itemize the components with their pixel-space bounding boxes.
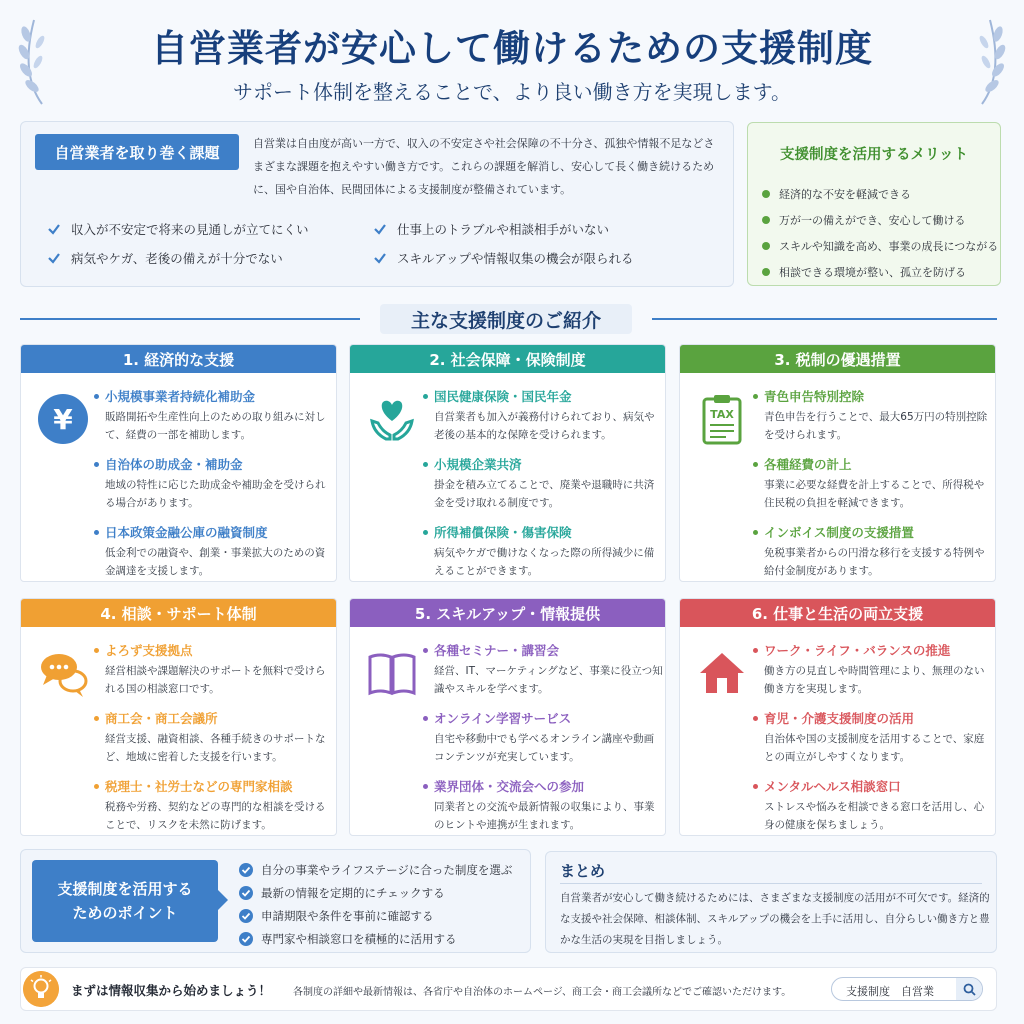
support-item-desc: 事業に必要な経費を計上することで、所得税や住民税の負担を軽減できます。 — [764, 479, 985, 509]
chat-bubbles-icon — [35, 645, 91, 701]
support-item-title — [753, 777, 993, 795]
support-card — [679, 344, 996, 582]
support-item-title — [94, 641, 334, 659]
support-item — [753, 455, 993, 512]
support-item-title-text: 業界団体・交流会への参加 — [434, 779, 585, 794]
support-item-title — [94, 777, 334, 795]
bullet-dot — [94, 530, 99, 535]
support-item-title — [753, 455, 993, 473]
support-item-desc: 掛金を積み立てることで、廃業や退職時に共済金を受け取れる制度です。 — [434, 479, 655, 509]
summary-divider — [560, 883, 982, 884]
check-icon — [373, 251, 387, 265]
issue-label: スキルアップや情報収集の機会が限られる — [397, 251, 634, 266]
support-item-title-text: オンライン学習サービス — [434, 711, 572, 726]
support-item-title — [94, 387, 334, 405]
support-item-title-text: 商工会・商工会議所 — [105, 711, 218, 726]
merit-label: 万が一の備えができ、安心して働ける — [779, 214, 966, 227]
point-item — [239, 927, 512, 950]
bullet-dot — [423, 462, 428, 467]
support-item-title — [94, 455, 334, 473]
point-item — [239, 881, 512, 904]
bullet-dot — [762, 216, 770, 224]
support-item-title — [423, 523, 663, 541]
check-circle-icon — [239, 886, 253, 900]
support-item-title-text: 各種セミナー・講習会 — [434, 643, 560, 658]
footer-note: 各制度の詳細や最新情報は、各省庁や自治体のホームページ、商工会・商工会議所などでご確認いただけます。 — [293, 987, 792, 998]
merit-item — [762, 181, 998, 207]
issue-label: 仕事上のトラブルや相談相手がいない — [397, 222, 610, 237]
support-item-title — [423, 709, 663, 727]
svg-text:TAX: TAX — [710, 408, 734, 421]
issues-tag: 自営業者を取り巻く課題 — [35, 134, 239, 170]
support-item-title — [423, 641, 663, 659]
support-item-title — [94, 523, 334, 541]
support-item — [94, 709, 334, 766]
heart-hands-icon — [364, 391, 420, 447]
point-label: 自分の事業やライフステージに合った制度を選ぶ — [261, 862, 513, 877]
support-item — [753, 777, 993, 834]
check-icon — [47, 222, 61, 236]
support-item-desc: 経営相談や課題解決のサポートを無料で受けられる国の相談窓口です。 — [105, 665, 326, 695]
page-subtitle: サポート体制を整えることで、より良い働き方を実現します。 — [233, 80, 791, 104]
house-icon — [694, 645, 750, 701]
support-item-title — [94, 709, 334, 727]
merit-panel — [747, 122, 1001, 286]
support-card — [20, 344, 337, 582]
merit-title: 支援制度を活用するメリット — [780, 147, 968, 163]
merit-item — [762, 233, 998, 259]
check-circle-icon — [239, 863, 253, 877]
card-header: 6. 仕事と生活の両立支援 — [680, 599, 995, 627]
issue-item — [373, 220, 609, 238]
support-item-desc: 働き方の見直しや時間管理により、無理のない働き方を実現します。 — [764, 665, 985, 695]
bullet-dot — [423, 716, 428, 721]
bullet-dot — [94, 462, 99, 467]
support-item-desc: 地域の特性に応じた助成金や補助金を受けられる場合があります。 — [105, 479, 326, 509]
support-item-desc: 病気やケガで働けなくなった際の所得減少に備えることができます。 — [434, 547, 655, 577]
lightbulb-icon — [23, 971, 59, 1007]
support-item-title-text: 税理士・社労士などの専門家相談 — [105, 779, 293, 794]
support-item-title-text: 自治体の助成金・補助金 — [105, 457, 243, 472]
check-circle-icon — [239, 932, 253, 946]
support-card — [349, 598, 666, 836]
bullet-dot — [94, 716, 99, 721]
support-item — [94, 455, 334, 512]
support-item-title-text: よろず支援拠点 — [105, 643, 193, 658]
support-item-desc: ストレスや悩みを相談できる窓口を活用し、心身の健康を保ちましょう。 — [764, 801, 985, 831]
support-item-desc: 販路開拓や生産性向上のための取り組みに対して、経費の一部を補助します。 — [105, 411, 326, 441]
support-item-title-text: 国民健康保険・国民年金 — [434, 389, 572, 404]
support-item — [753, 523, 993, 580]
card-header: 1. 経済的な支援 — [21, 345, 336, 373]
search-input[interactable]: 支援制度 自営業 — [846, 985, 934, 998]
bullet-dot — [753, 648, 758, 653]
merit-item — [762, 207, 998, 233]
open-book-icon — [364, 645, 420, 701]
support-item-desc: 経営支援、融資相談、各種手続きのサポートなど、地域に密着した支援を行います。 — [105, 733, 326, 763]
section-divider-left — [20, 318, 360, 320]
bullet-dot — [94, 648, 99, 653]
support-item — [423, 709, 663, 766]
yen-icon — [35, 391, 91, 447]
bullet-dot — [423, 394, 428, 399]
bullet-dot — [423, 648, 428, 653]
support-item-title — [423, 387, 663, 405]
page-title: 自営業者が安心して働けるための支援制度 — [151, 27, 873, 70]
support-card — [349, 344, 666, 582]
support-item — [753, 387, 993, 444]
support-item-desc: 免税事業者からの円滑な移行を支援する特例や給付金制度があります。 — [764, 547, 985, 577]
card-header: 3. 税制の優遇措置 — [680, 345, 995, 373]
support-item-title-text: 小規模事業者持続化補助金 — [105, 389, 256, 404]
support-item-title — [753, 641, 993, 659]
issue-item — [47, 220, 309, 238]
support-item — [423, 387, 663, 444]
merit-item — [762, 259, 998, 285]
support-item — [753, 709, 993, 766]
merit-label: スキルや知識を高め、事業の成長につながる — [779, 240, 999, 253]
support-item-desc: 経営、IT、マーケティングなど、事業に役立つ知識やスキルを学べます。 — [434, 665, 663, 695]
support-item-title-text: ワーク・ライフ・バランスの推進 — [764, 643, 951, 658]
section-title: 主な支援制度のご紹介 — [380, 304, 632, 334]
support-item-desc: 自治体や国の支援制度を活用することで、家庭との両立がしやすくなります。 — [764, 733, 985, 763]
support-item — [423, 641, 663, 698]
bullet-dot — [753, 784, 758, 789]
support-item-desc: 税務や労務、契約などの専門的な相談を受けることで、リスクを未然に防げます。 — [105, 801, 326, 831]
check-icon — [47, 251, 61, 265]
bullet-dot — [423, 530, 428, 535]
merit-label: 相談できる環境が整い、孤立を防げる — [779, 266, 966, 279]
points-tag: 支援制度を活用する ためのポイント — [32, 860, 218, 942]
issues-panel — [20, 121, 734, 287]
search-box[interactable] — [831, 977, 983, 1001]
merit-label: 経済的な不安を軽減できる — [779, 188, 911, 201]
support-item — [753, 641, 993, 698]
card-header: 2. 社会保障・保険制度 — [350, 345, 665, 373]
bullet-dot — [94, 784, 99, 789]
point-item — [239, 858, 512, 881]
issues-description: 自営業は自由度が高い一方で、収入の不安定さや社会保障の不十分さ、孤独や情報不足などさまざまな課題を抱えやすい働き方です。これらの課題を解消し、安心して長く働き続けるために、国や自治体、民間団体による支援制度が整備されています。 — [253, 137, 715, 196]
support-card — [679, 598, 996, 836]
support-item-title — [423, 777, 663, 795]
issue-label: 収入が不安定で将来の見通しが立てにくい — [71, 222, 309, 237]
summary-panel — [545, 851, 997, 953]
support-item — [94, 523, 334, 580]
issue-item — [373, 249, 634, 267]
support-item-title-text: メンタルヘルス相談窓口 — [764, 779, 901, 794]
check-circle-icon — [239, 909, 253, 923]
support-item — [423, 455, 663, 512]
point-label: 申請期限や条件を事前に確認する — [261, 908, 434, 923]
points-panel — [20, 849, 531, 953]
issue-item — [47, 249, 283, 267]
footer-bar — [20, 967, 997, 1011]
support-item-title-text: 所得補償保険・傷害保険 — [434, 525, 572, 540]
support-item-desc: 自宅や移動中でも学べるオンライン講座や動画コンテンツが充実しています。 — [434, 733, 655, 763]
point-label: 最新の情報を定期的にチェックする — [261, 885, 445, 900]
support-item-title-text: 青色申告特別控除 — [764, 389, 865, 404]
support-item-desc: 青色申告を行うことで、最大65万円の特別控除を受けられます。 — [764, 411, 988, 441]
bullet-dot — [753, 530, 758, 535]
support-item-title — [753, 709, 993, 727]
support-item-title-text: インボイス制度の支援措置 — [764, 525, 914, 540]
support-item-title — [753, 523, 993, 541]
support-item-desc: 自営業者も加入が義務付けられており、病気や老後の基本的な保障を受けられます。 — [434, 411, 655, 441]
support-item-title-text: 小規模企業共済 — [434, 457, 522, 472]
section-divider-right — [652, 318, 997, 320]
merit-list — [762, 181, 998, 285]
bullet-dot — [762, 268, 770, 276]
support-item — [94, 777, 334, 834]
bullet-dot — [753, 462, 758, 467]
issue-label: 病気やケガ、老後の備えが十分でない — [71, 251, 283, 266]
bullet-dot — [753, 394, 758, 399]
point-item — [239, 904, 512, 927]
support-item-title-text: 育児・介護支援制度の活用 — [764, 711, 915, 726]
bullet-dot — [753, 716, 758, 721]
search-icon — [963, 983, 976, 996]
support-item-title-text: 各種経費の計上 — [764, 457, 852, 472]
support-item-desc: 低金利での融資や、創業・事業拡大のための資金調達を支援します。 — [105, 547, 326, 577]
bullet-dot — [423, 784, 428, 789]
summary-text: 自営業者が安心して働き続けるためには、さまざまな支援制度の活用が不可欠です。経済的な支援や社会保障、相談体制、スキルアップの機会を上手に活用し、自分らしい働き方と豊かな生活の実現を目指しましょう。 — [560, 892, 990, 946]
bullet-dot — [762, 242, 770, 250]
points-list — [239, 858, 512, 950]
tax-clipboard-icon — [694, 391, 750, 447]
support-card — [20, 598, 337, 836]
support-item — [94, 641, 334, 698]
bullet-dot — [762, 190, 770, 198]
support-item-title-text: 日本政策金融公庫の融資制度 — [105, 525, 268, 540]
support-item — [423, 777, 663, 834]
point-label: 専門家や相談窓口を積極的に活用する — [261, 931, 457, 946]
footer-lead: まずは情報収集から始めましょう！ — [71, 983, 272, 998]
card-header: 5. スキルアップ・情報提供 — [350, 599, 665, 627]
support-item — [423, 523, 663, 580]
check-icon — [373, 222, 387, 236]
support-item-desc: 同業者との交流や最新情報の収集により、事業のヒントや連携が生まれます。 — [434, 801, 655, 831]
summary-title: まとめ — [560, 862, 606, 880]
bullet-dot — [94, 394, 99, 399]
search-button[interactable] — [956, 978, 982, 1000]
support-item-title — [753, 387, 993, 405]
support-item-title — [423, 455, 663, 473]
svg-text:¥: ¥ — [53, 403, 73, 436]
card-header: 4. 相談・サポート体制 — [21, 599, 336, 627]
support-item — [94, 387, 334, 444]
